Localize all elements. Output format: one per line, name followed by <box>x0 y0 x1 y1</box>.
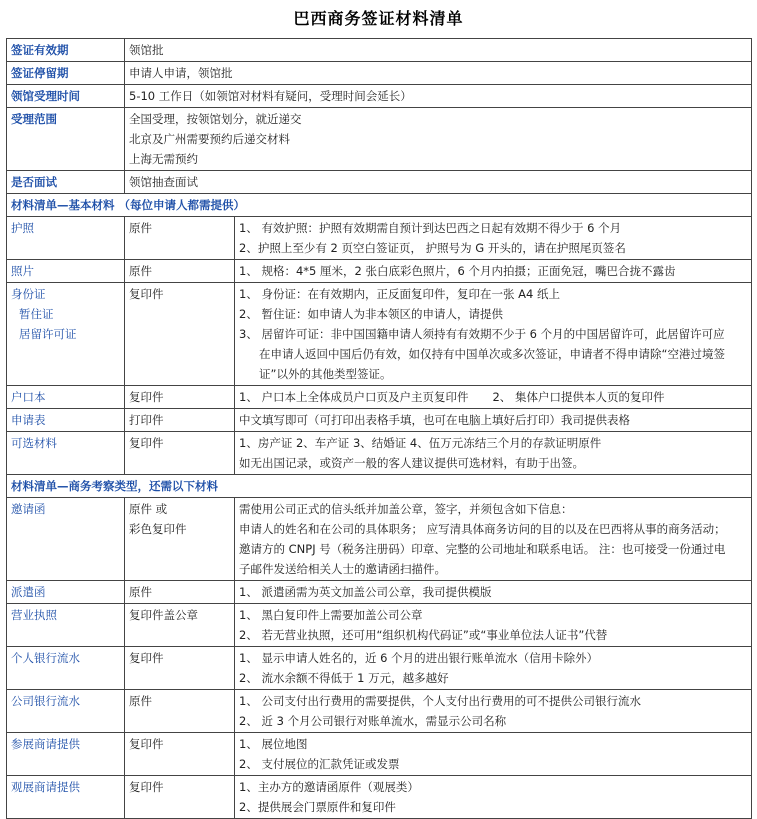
row-label: 派遣函 <box>7 581 125 604</box>
row-label: 申请表 <box>7 409 125 432</box>
material-type: 复印件 <box>125 647 235 690</box>
section-title: 材料清单—基本材料 （每位申请人都需提供） <box>7 194 752 217</box>
row-description: 需使用公司正式的信头纸并加盖公章，签字，并须包含如下信息： 申请人的姓名和在公司的具体职务； 应写清具体商务访问的目的以及在巴西将从事的商务活动； 邀请方的 CNPJ 号（税务注册码）印章、完整的公司地址和联系电话。 注：也可接受一份通过电 子邮件发送给相关人士的邀请函扫描件。 <box>235 498 752 581</box>
table-row <box>7 733 752 776</box>
row-value: 全国受理，按领馆划分，就近递交 北京及广州需要预约后递交材料 上海无需预约 <box>125 108 752 171</box>
table-row <box>7 260 752 283</box>
row-label: 身份证 暂住证 居留许可证 <box>7 283 125 386</box>
row-label: 个人银行流水 <box>7 647 125 690</box>
material-type: 原件 <box>125 581 235 604</box>
row-description: 1、 展位地图 2、 支付展位的汇款凭证或发票 <box>235 733 752 776</box>
table-row <box>7 171 752 194</box>
row-label: 是否面试 <box>7 171 125 194</box>
table-row <box>7 283 752 386</box>
row-label: 签证有效期 <box>7 39 125 62</box>
table-row <box>7 386 752 409</box>
section-title: 材料清单—商务考察类型，还需以下材料 <box>7 475 752 498</box>
table-row <box>7 409 752 432</box>
material-type: 复印件 <box>125 733 235 776</box>
row-label: 签证停留期 <box>7 62 125 85</box>
table-row <box>7 498 752 581</box>
row-label: 户口本 <box>7 386 125 409</box>
row-description: 1、 派遣函需为英文加盖公司公章，我司提供模版 <box>235 581 752 604</box>
page-title: 巴西商务签证材料清单 <box>293 9 464 28</box>
material-type: 原件 <box>125 217 235 260</box>
material-type: 复印件 <box>125 283 235 386</box>
row-description: 1、 户口本上全体成员户口页及户主页复印件 2、 集体户口提供本人页的复印件 <box>235 386 752 409</box>
table-row <box>7 62 752 85</box>
row-label: 公司银行流水 <box>7 690 125 733</box>
material-type: 复印件 <box>125 776 235 819</box>
row-description: 1、 黑白复印件上需要加盖公司公章 2、 若无营业执照，还可用“组织机构代码证”或“事业单位法人证书”代替 <box>235 604 752 647</box>
table-row <box>7 432 752 475</box>
row-value: 申请人申请，领馆批 <box>125 62 752 85</box>
table-row <box>7 39 752 62</box>
row-description: 1、 公司支付出行费用的需要提供，个人支付出行费用的可不提供公司银行流水 2、 近 3 个月公司银行对账单流水，需显示公司名称 <box>235 690 752 733</box>
table-row <box>7 604 752 647</box>
row-label: 邀请函 <box>7 498 125 581</box>
row-label: 照片 <box>7 260 125 283</box>
visa-checklist-table <box>6 38 752 819</box>
material-type: 打印件 <box>125 409 235 432</box>
material-type: 原件 或 彩色复印件 <box>125 498 235 581</box>
row-description: 1、 规格：4*5 厘米，2 张白底彩色照片，6 个月内拍摄；正面免冠，嘴巴合拢不露齿 <box>235 260 752 283</box>
section-header-row <box>7 194 752 217</box>
row-label: 观展商请提供 <box>7 776 125 819</box>
table-row <box>7 108 752 171</box>
material-type: 复印件 <box>125 386 235 409</box>
row-description: 1、 身份证：在有效期内，正反面复印件，复印在一张 A4 纸上 2、 暂住证：如申请人为非本领区的申请人，请提供 3、 居留许可证：非中国国籍申请人须持有有效期不少于 6 个月的中国居留许可，此居留许可应 在申请人返回中国后仍有效，如仅持有中国单次或多次签证，申请者不得申请除“空港过境签 证”以外的其他类型签证。 <box>235 283 752 386</box>
table-row <box>7 690 752 733</box>
material-type: 原件 <box>125 690 235 733</box>
material-type: 复印件盖公章 <box>125 604 235 647</box>
row-description: 1、主办方的邀请函原件（观展类） 2、提供展会门票原件和复印件 <box>235 776 752 819</box>
row-description: 1、 有效护照：护照有效期需自预计到达巴西之日起有效期不得少于 6 个月 2、护照上至少有 2 页空白签证页， 护照号为 G 开头的，请在护照尾页签名 <box>235 217 752 260</box>
table-row <box>7 85 752 108</box>
section-header-row <box>7 475 752 498</box>
row-description: 中文填写即可（可打印出表格手填，也可在电脑上填好后打印）我司提供表格 <box>235 409 752 432</box>
table-row <box>7 647 752 690</box>
row-value: 领馆批 <box>125 39 752 62</box>
material-type: 复印件 <box>125 432 235 475</box>
row-label: 可选材料 <box>7 432 125 475</box>
row-label: 营业执照 <box>7 604 125 647</box>
row-value: 5-10 工作日（如领馆对材料有疑问，受理时间会延长） <box>125 85 752 108</box>
row-label: 领馆受理时间 <box>7 85 125 108</box>
row-label: 受理范围 <box>7 108 125 171</box>
row-value: 领馆抽查面试 <box>125 171 752 194</box>
material-type: 原件 <box>125 260 235 283</box>
row-label: 护照 <box>7 217 125 260</box>
row-description: 1、房产证 2、车产证 3、结婚证 4、伍万元冻结三个月的存款证明原件 如无出国记录，或资产一般的客人建议提供可选材料，有助于出签。 <box>235 432 752 475</box>
table-row <box>7 217 752 260</box>
table-row <box>7 776 752 819</box>
row-label: 参展商请提供 <box>7 733 125 776</box>
table-row <box>7 581 752 604</box>
row-description: 1、 显示申请人姓名的，近 6 个月的进出银行账单流水（信用卡除外） 2、 流水余额不得低于 1 万元，越多越好 <box>235 647 752 690</box>
